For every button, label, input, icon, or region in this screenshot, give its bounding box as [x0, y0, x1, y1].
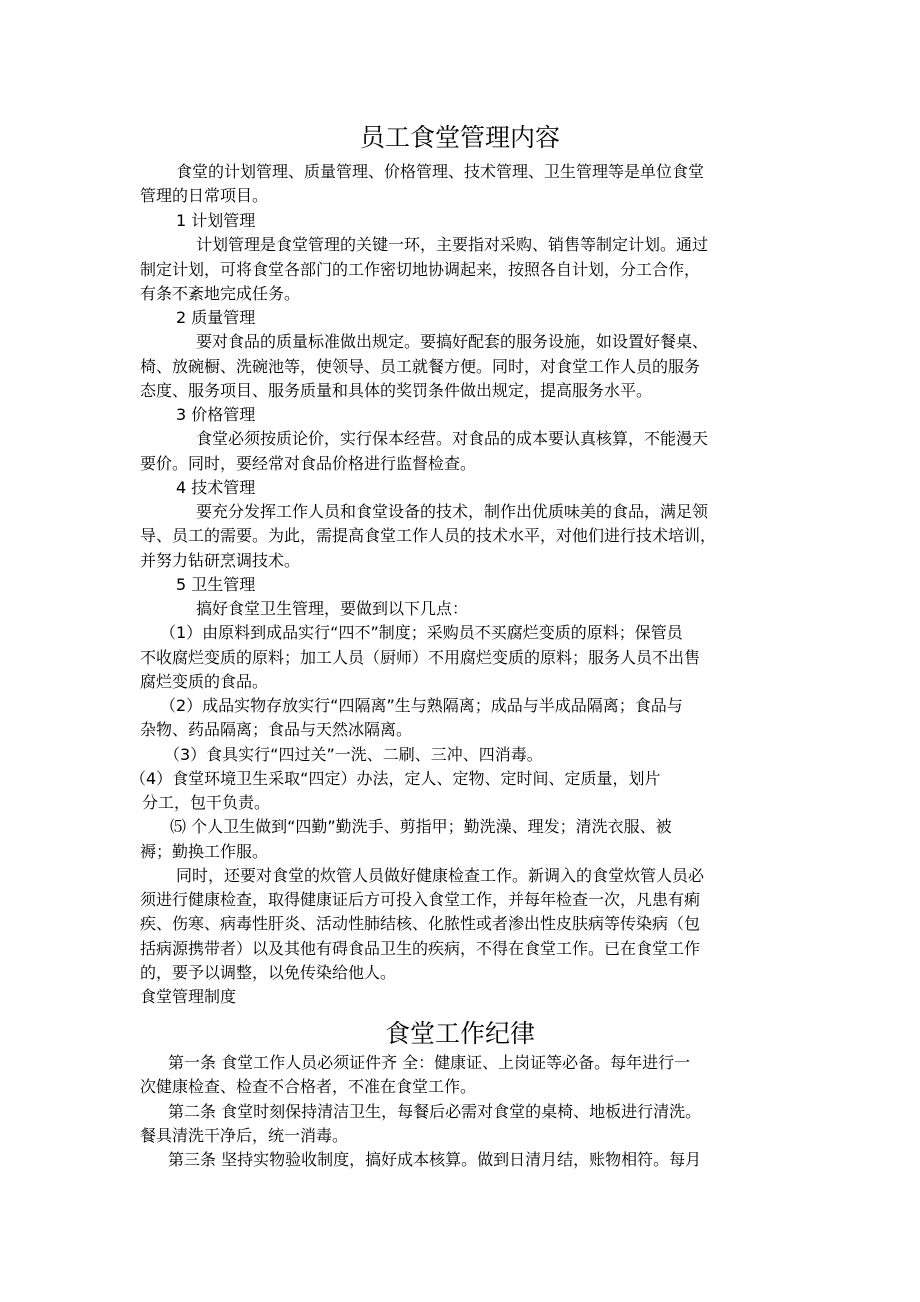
section-heading-price: 3 价格管理	[176, 405, 256, 424]
article-2: 第二条 食堂时刻保持清洁卫生，每餐后必需对食堂的桌椅、地板进行清洗。	[168, 1102, 702, 1121]
section-body-line: 搞好食堂卫生管理，要做到以下几点：	[196, 599, 469, 618]
section-body-line: 食堂必须按质论价，实行保本经营。对食品的成本要认真核算，不能漫天	[196, 429, 709, 448]
section-body-line: 要价。同时，要经常对食品价格进行监督检查。	[140, 454, 477, 473]
section-heading-plan: 1 计划管理	[176, 211, 256, 230]
health-check-paragraph: 同时，还要对食堂的炊管人员做好健康检查工作。新调入的食堂炊管人员必	[176, 866, 705, 885]
hygiene-item-4: （4）食堂环境卫生采取“四定）办法，定人、定物、定时间、定质量，划片	[130, 769, 661, 788]
article-1: 第一条 食堂工作人员必须证件齐 全：健康证、上岗证等必备。每年进行一	[168, 1053, 691, 1072]
health-check-paragraph: 须进行健康检查，取得健康证后方可投入食堂工作，并每年检查一次，凡患有痢	[140, 890, 701, 909]
section-body-line: 制定计划，可将食堂各部门的工作密切地协调起来，按照各自计划，分工合作，	[140, 260, 701, 279]
section-body-line: 椅、放碗橱、洗碗池等，使领导、员工就餐方便。同时，对食堂工作人员的服务	[140, 357, 701, 376]
section-body-line: 态度、服务项目、服务质量和具体的奖罚条件做出规定，提高服务水平。	[140, 381, 653, 400]
page-title: 员工食堂管理内容	[359, 123, 560, 152]
hygiene-item-1: 不收腐烂变质的原料；加工人员（厨师）不用腐烂变质的原料；服务人员不出售	[140, 648, 701, 667]
intro-line: 管理的日常项目。	[140, 186, 269, 205]
section-title: 食堂工作纪律	[384, 1019, 535, 1048]
section-body-line: 有条不紊地完成任务。	[140, 284, 301, 303]
section-body-line: 计划管理是食堂管理的关键一环，主要指对采购、销售等制定计划。通过	[196, 235, 709, 254]
article-3: 第三条 坚持实物验收制度，搞好成本核算。做到日清月结，账物相符。每月	[168, 1150, 702, 1169]
section-body-line: 要对食品的质量标准做出规定。要搞好配套的服务设施，如设置好餐桌、	[196, 332, 709, 351]
health-check-paragraph: 疾、伤寒、病毒性肝炎、活动性肺结核、化脓性或者渗出性皮肤病等传染病（包	[140, 914, 701, 933]
section-heading-tech: 4 技术管理	[176, 478, 256, 497]
section-body-line: 要充分发挥工作人员和食堂设备的技术，制作出优质味美的食品，满足领	[196, 502, 709, 521]
hygiene-item-2: 杂物、药品隔离；食品与天然冰隔离。	[140, 720, 413, 739]
article-2: 餐具清洗干净后，统一消毒。	[140, 1126, 349, 1145]
hygiene-item-3: （3）食具实行“四过关”一洗、二刷、三冲、四消毒。	[164, 745, 543, 764]
intro-line: 食堂的计划管理、质量管理、价格管理、技术管理、卫生管理等是单位食堂	[176, 162, 705, 181]
article-1: 次健康检查、检查不合格者，不准在食堂工作。	[140, 1077, 477, 1096]
section-body-line: 导、员工的需要。为此，需提高食堂工作人员的技术水平，对他们进行技术培训，	[140, 526, 717, 545]
hygiene-item-5: 褥；勤换工作服。	[140, 842, 269, 861]
hygiene-item-5: ⑸ 个人卫生做到“四勤”勤洗手、剪指甲；勤洗澡、理发；清洗衣服、被	[170, 817, 672, 836]
health-check-paragraph: 的，要予以调整，以免传染给他人。	[140, 963, 397, 982]
hygiene-item-4: 分工，包干负责。	[142, 793, 271, 812]
hygiene-item-2: （2）成品实物存放实行“四隔离”生与熟隔离；成品与半成品隔离；食品与	[160, 696, 683, 715]
section-body-line: 并努力钻研烹调技术。	[140, 551, 301, 570]
system-label: 食堂管理制度	[140, 987, 237, 1006]
health-check-paragraph: 括病源携带者）以及其他有碍食品卫生的疾病，不得在食堂工作。已在食堂工作	[140, 939, 701, 958]
section-heading-hygiene: 5 卫生管理	[176, 575, 256, 594]
hygiene-item-1: 腐烂变质的食品。	[140, 672, 269, 691]
hygiene-item-1: （1）由原料到成品实行“四不”制度；采购员不买腐烂变质的原料；保管员	[160, 623, 683, 642]
section-heading-quality: 2 质量管理	[176, 308, 256, 327]
